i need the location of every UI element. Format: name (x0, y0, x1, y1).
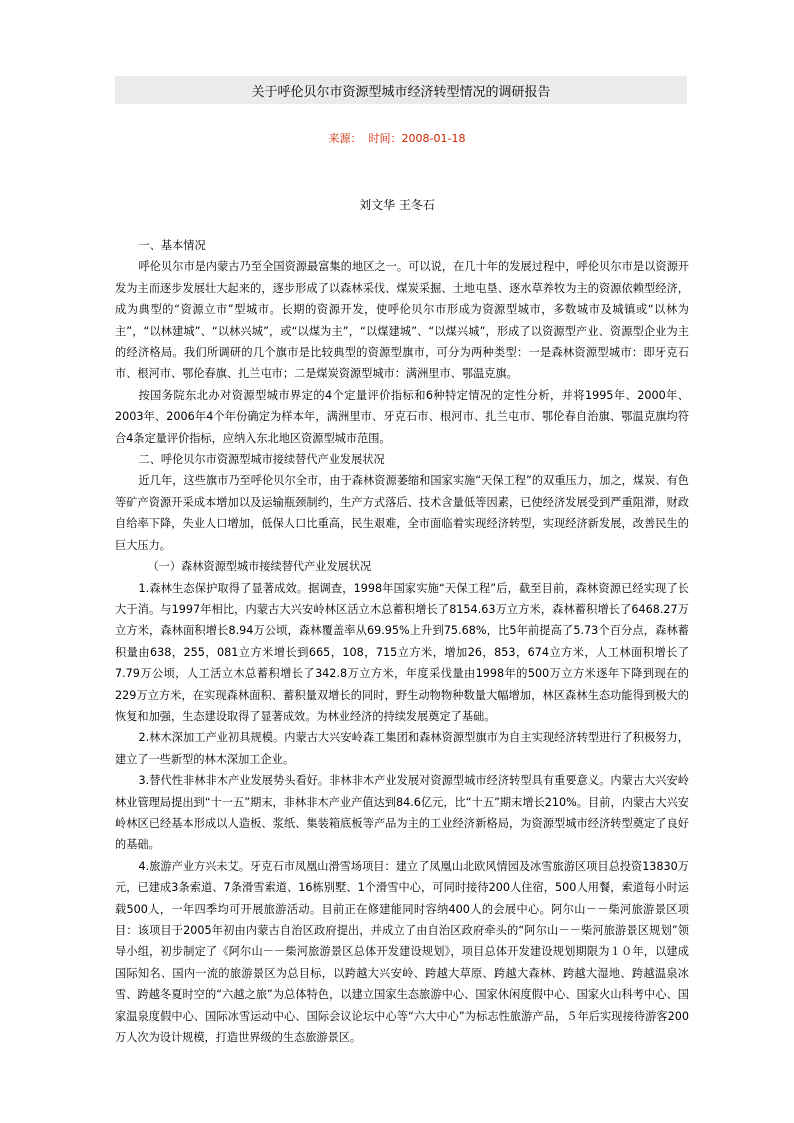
body-paragraph: 呼伦贝尔市是内蒙古乃至全国资源最富集的地区之一。可以说，在几十年的发展过程中，呼伦贝尔市是以资源开发为主而逐步发展壮大起来的，逐步形成了以森林采伐、煤炭采掘、土地屯垦、逐水草养牧为主的资源依赖型经济，成为典型的“资源立市”型城市。长期的资源开发，使呼伦贝尔市形成为资源型城市，多数城市及城镇或“以林为主”，“以林建城”、“以林兴城”，或“以煤为主”，“以煤建城”、“以煤兴城”，形成了以资源型产业、资源型企业为主的经济格局。我们所调研的几个旗市是比较典型的资源型旗市，可分为两种类型：一是森林资源型城市：即牙克石市、根河市、鄂伦春旗、扎兰屯市；二是煤炭资源型城市：满洲里市、鄂温克旗。 (115, 260, 689, 381)
document-title: 关于呼伦贝尔市资源型城市经济转型情况的调研报告 (251, 84, 551, 100)
authors-line: 刘文华 王冬石 (359, 198, 435, 212)
source-date-line: 来源： 时间：2008-01-18 (328, 132, 466, 145)
report-body (115, 235, 689, 1048)
body-paragraph: 按国务院东北办对资源型城市界定的4个定量评价指标和6种特定情况的定性分析，并将1995年、2000年、2003年、2006年4个年份确定为样本年，满洲里市、牙克石市、根河市、扎兰屯市、鄂伦春自治旗、鄂温克旗均符合4条定量评价指标，应纳入东北地区资源型城市范围。 (115, 388, 689, 445)
document-title-bar (115, 76, 687, 104)
body-paragraph: 2.林木深加工产业初具规模。内蒙古大兴安岭森工集团和森林资源型旗市为自主实现经济转型进行了积极努力，建立了一些新型的林木深加工企业。 (115, 731, 689, 766)
section-heading-industry: 二、呼伦贝尔市资源型城市接续替代产业发展状况 (138, 453, 385, 467)
body-paragraph: 近几年，这些旗市乃至呼伦贝尔全市，由于森林资源萎缩和国家实施“天保工程”的双重压力，加之，煤炭、有色等矿产资源开采成本增加以及运输瓶颈制约，生产方式落后、技术含量低等因素，已使经济发展受到严重阻滞，财政自给率下降，失业人口增加，低保人口比重高，民生艰难，全市面临着实现经济转型，实现经济新发展，改善民生的巨大压力。 (115, 474, 689, 552)
subsection-heading-forest: （一）森林资源型城市接续替代产业发展状况 (147, 560, 372, 574)
body-paragraph: 4.旅游产业方兴未艾。牙克石市凤凰山滑雪场项目：建立了凤凰山北欧风情园及冰雪旅游区项目总投资13830万元，已建成3条索道、7条滑雪索道、16栋别墅、1个滑雪中心，可同时接待200人住宿，500人用餐，索道每小时运载500人，一年四季均可开展旅游活动。目前正在修建能同时容纳400人的会展中心。阿尔山－－柴河旅游景区项目：该项目于2005年初由内蒙古自治区政府提出，并成立了由自治区政府牵头的“阿尔山－－柴河旅游景区规划”领导小组，初步制定了《阿尔山－－柴河旅游景区总体开发建设规划》，项目总体开发建设规划期限为１０年，以建成国际知名、国内一流的旅游景区为总目标，以跨越大兴安岭、跨越大草原、跨越大森林、跨越大湿地、跨越温泉冰雪、跨越冬夏时空的“六越之旅”为总体特色，以建立国家生态旅游中心、国家休闲度假中心、国家火山科考中心、国家温泉度假中心、国际冰雪运动中心、国际会议论坛中心等“六大中心”为标志性旅游产品，５年后实现接待游客200万人次为设计规模，打造世界级的生态旅游景区。 (115, 859, 689, 1045)
section-heading-basic: 一、基本情况 (138, 239, 206, 252)
body-paragraph: 3.替代性非林非木产业发展势头看好。非林非木产业发展对资源型城市经济转型具有重要意义。内蒙古大兴安岭林业管理局提出到“十一五”期末，非林非木产业产值达到84.6亿元，比“十五”期末增长210%。目前，内蒙古大兴安岭林区已经基本形成以人造板、浆纸、集装箱底板等产品为主的工业经济新格局，为资源型城市经济转型奠定了良好的基础。 (115, 774, 689, 852)
body-paragraph: 1.森林生态保护取得了显著成效。据调查，1998年国家实施“天保工程”后，截至目前，森林资源已经实现了长大于消。与1997年相比，内蒙古大兴安岭林区活立木总蓄积增长了8154.63万立方米，森林蓄积增长了6468.27万立方米，森林面积增长8.94万公顷，森林覆盖率从69.95%上升到75.68%，比5年前提高了5.73个百分点，森林蓄积量由638，255，081立方米增长到665，108，715立方米，增加26，853，674立方米，人工林面积增长了7.79万公顷，人工活立木总蓄积增长了342.8万立方米，年度采伐量由1998年的500万立方米逐年下降到现在的229万立方米，在实现森林面积、蓄积量双增长的同时，野生动物物种数量大幅增加，林区森林生态功能得到极大的恢复和加强，生态建设取得了显著成效。为林业经济的持续发展奠定了基础。 (115, 581, 689, 723)
